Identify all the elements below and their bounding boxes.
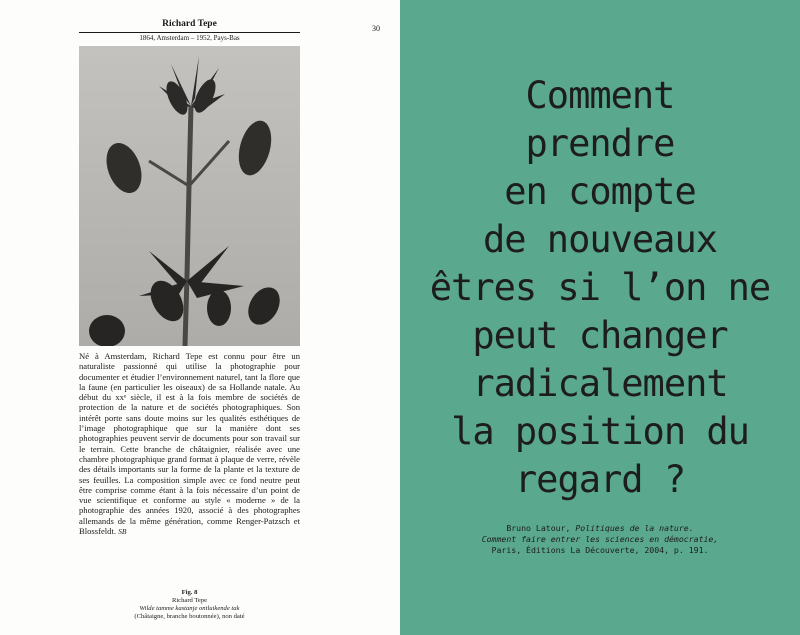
quote bbox=[400, 72, 800, 504]
quote-line: radicalement bbox=[472, 362, 728, 405]
quote-line: la position du bbox=[451, 410, 749, 453]
author-initials: SB bbox=[118, 527, 127, 537]
citation-line-3: Paris, Éditions La Découverte, 2004, p. 191. bbox=[491, 545, 709, 555]
figure-number: Fig. 8 bbox=[181, 589, 198, 596]
citation-line-2: Comment faire entrer les sciences en démocratie, bbox=[481, 534, 719, 544]
citation-line-1 bbox=[400, 523, 800, 534]
citation-book-title: Politiques de la nature. bbox=[575, 523, 694, 533]
artist-description bbox=[79, 351, 300, 537]
quote-citation bbox=[400, 523, 800, 556]
figure-caption bbox=[79, 589, 300, 621]
header-rule bbox=[79, 32, 300, 33]
quote-line: regard ? bbox=[514, 458, 686, 501]
description-text: Né à Amsterdam, Richard Tepe est connu pour être un naturaliste passionné qui utilise la photographie pour documenter et étudier l’environnement naturel, tant la flore que la faune (en particulier les oiseaux) de sa Hollande natale. Au début du xxᵉ siècle, il est à la fois membre de sociétés de protection de la nature et de sociétés photographiques. Son intérêt porte sans doute moins sur les qualités esthétiques de l’image photographique que sur la manière dont ses photographies peuvent servir de documents pour son travail sur le terrain. Cette branche de châtaignier, réalisée avec une chambre photographique grand format à plaque de verre, révèle des détails importants sur la forme de la plante et la texture de ses feuilles. La composition simple avec ce fond neutre peut être comprise comme étant à la fois nécessaire d’un point de vue scientifique et conforme au style « moderne » de la photographie des années 1920, associé à des photographes allemands de la même génération, comme Renger-Patzsch et Blossfeldt. bbox=[79, 351, 300, 537]
quote-line: Comment bbox=[525, 74, 675, 117]
quote-line: prendre bbox=[525, 122, 675, 165]
page-number: 30 bbox=[372, 24, 380, 33]
caption-artist: Richard Tepe bbox=[171, 597, 208, 604]
caption-description: (Châtaigne, branche boutonnée), non daté bbox=[134, 613, 245, 620]
quote-line: en compte bbox=[504, 170, 696, 213]
quote-line: êtres si l’on ne bbox=[429, 266, 771, 309]
artist-name-header: Richard Tepe bbox=[162, 19, 217, 29]
quote-line: peut changer bbox=[472, 314, 728, 357]
chestnut-branch-image bbox=[79, 46, 300, 346]
caption-title: Wilde tamme kastanje ontluikende tak bbox=[139, 605, 240, 612]
plant-photograph bbox=[79, 46, 300, 346]
artist-dates: 1864, Amsterdam – 1952, Pays-Bas bbox=[139, 34, 240, 42]
citation-author: Bruno Latour, bbox=[506, 523, 576, 533]
quote-line: de nouveaux bbox=[482, 218, 718, 261]
